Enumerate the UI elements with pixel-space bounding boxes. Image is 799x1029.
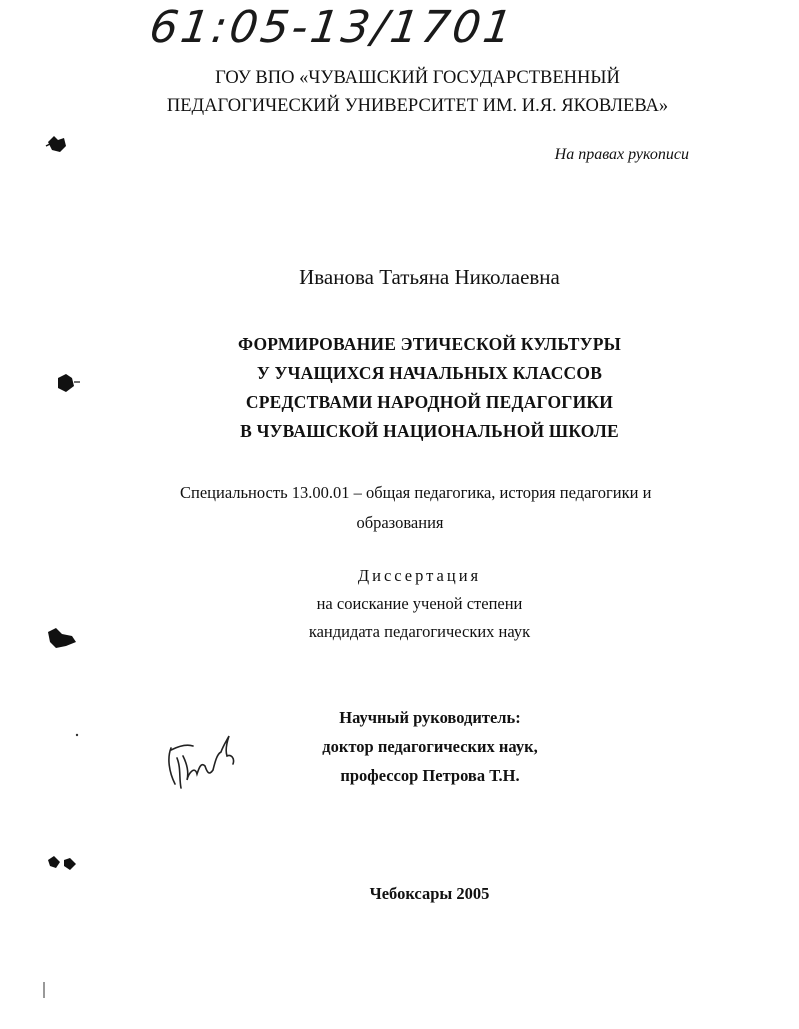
supervisor-label: Научный руководитель:: [339, 708, 521, 727]
supervisor-degree: доктор педагогических наук,: [322, 737, 538, 756]
scan-mark: [44, 626, 80, 652]
specialty-line-2: образования: [356, 513, 444, 532]
specialty: [180, 478, 700, 538]
dissertation-heading: Диссертация: [357, 566, 482, 585]
archive-code: 61:05-13/1701: [146, 2, 519, 53]
scan-dot: [74, 732, 80, 738]
city-year: Чебоксары 2005: [369, 884, 490, 903]
handwritten-signature: [165, 728, 245, 794]
scan-mark: [44, 132, 70, 156]
rights-note: На правах рукописи: [554, 146, 689, 163]
organization-line-1: ГОУ ВПО «ЧУВАШСКИЙ ГОСУДАРСТВЕННЫЙ: [215, 68, 620, 88]
thesis-title: [30, 330, 799, 446]
organization-name: [18, 64, 799, 120]
title-line-3: СРЕДСТВАМИ НАРОДНОЙ ПЕДАГОГИКИ: [245, 392, 614, 412]
dissertation-degree-line-1: на соискание ученой степени: [316, 594, 523, 613]
dissertation-degree-line-2: кандидата педагогических наук: [308, 622, 531, 641]
scan-mark: [52, 372, 82, 394]
specialty-line-1: Специальность 13.00.01 – общая педагогика, история педагогики и: [180, 483, 652, 502]
title-line-1: ФОРМИРОВАНИЕ ЭТИЧЕСКОЙ КУЛЬТУРЫ: [238, 334, 621, 354]
supervisor-name: профессор Петрова Т.Н.: [340, 766, 520, 785]
scan-mark: [44, 852, 84, 876]
scan-line: [42, 982, 46, 998]
title-line-4: В ЧУВАШСКОЙ НАЦИОНАЛЬНОЙ ШКОЛЕ: [240, 421, 619, 441]
author-name: Иванова Татьяна Николаевна: [299, 265, 560, 289]
organization-line-2: ПЕДАГОГИЧЕСКИЙ УНИВЕРСИТЕТ ИМ. И.Я. ЯКОВЛЕВА»: [166, 96, 669, 116]
title-line-2: У УЧАЩИХСЯ НАЧАЛЬНЫХ КЛАССОВ: [256, 363, 603, 383]
